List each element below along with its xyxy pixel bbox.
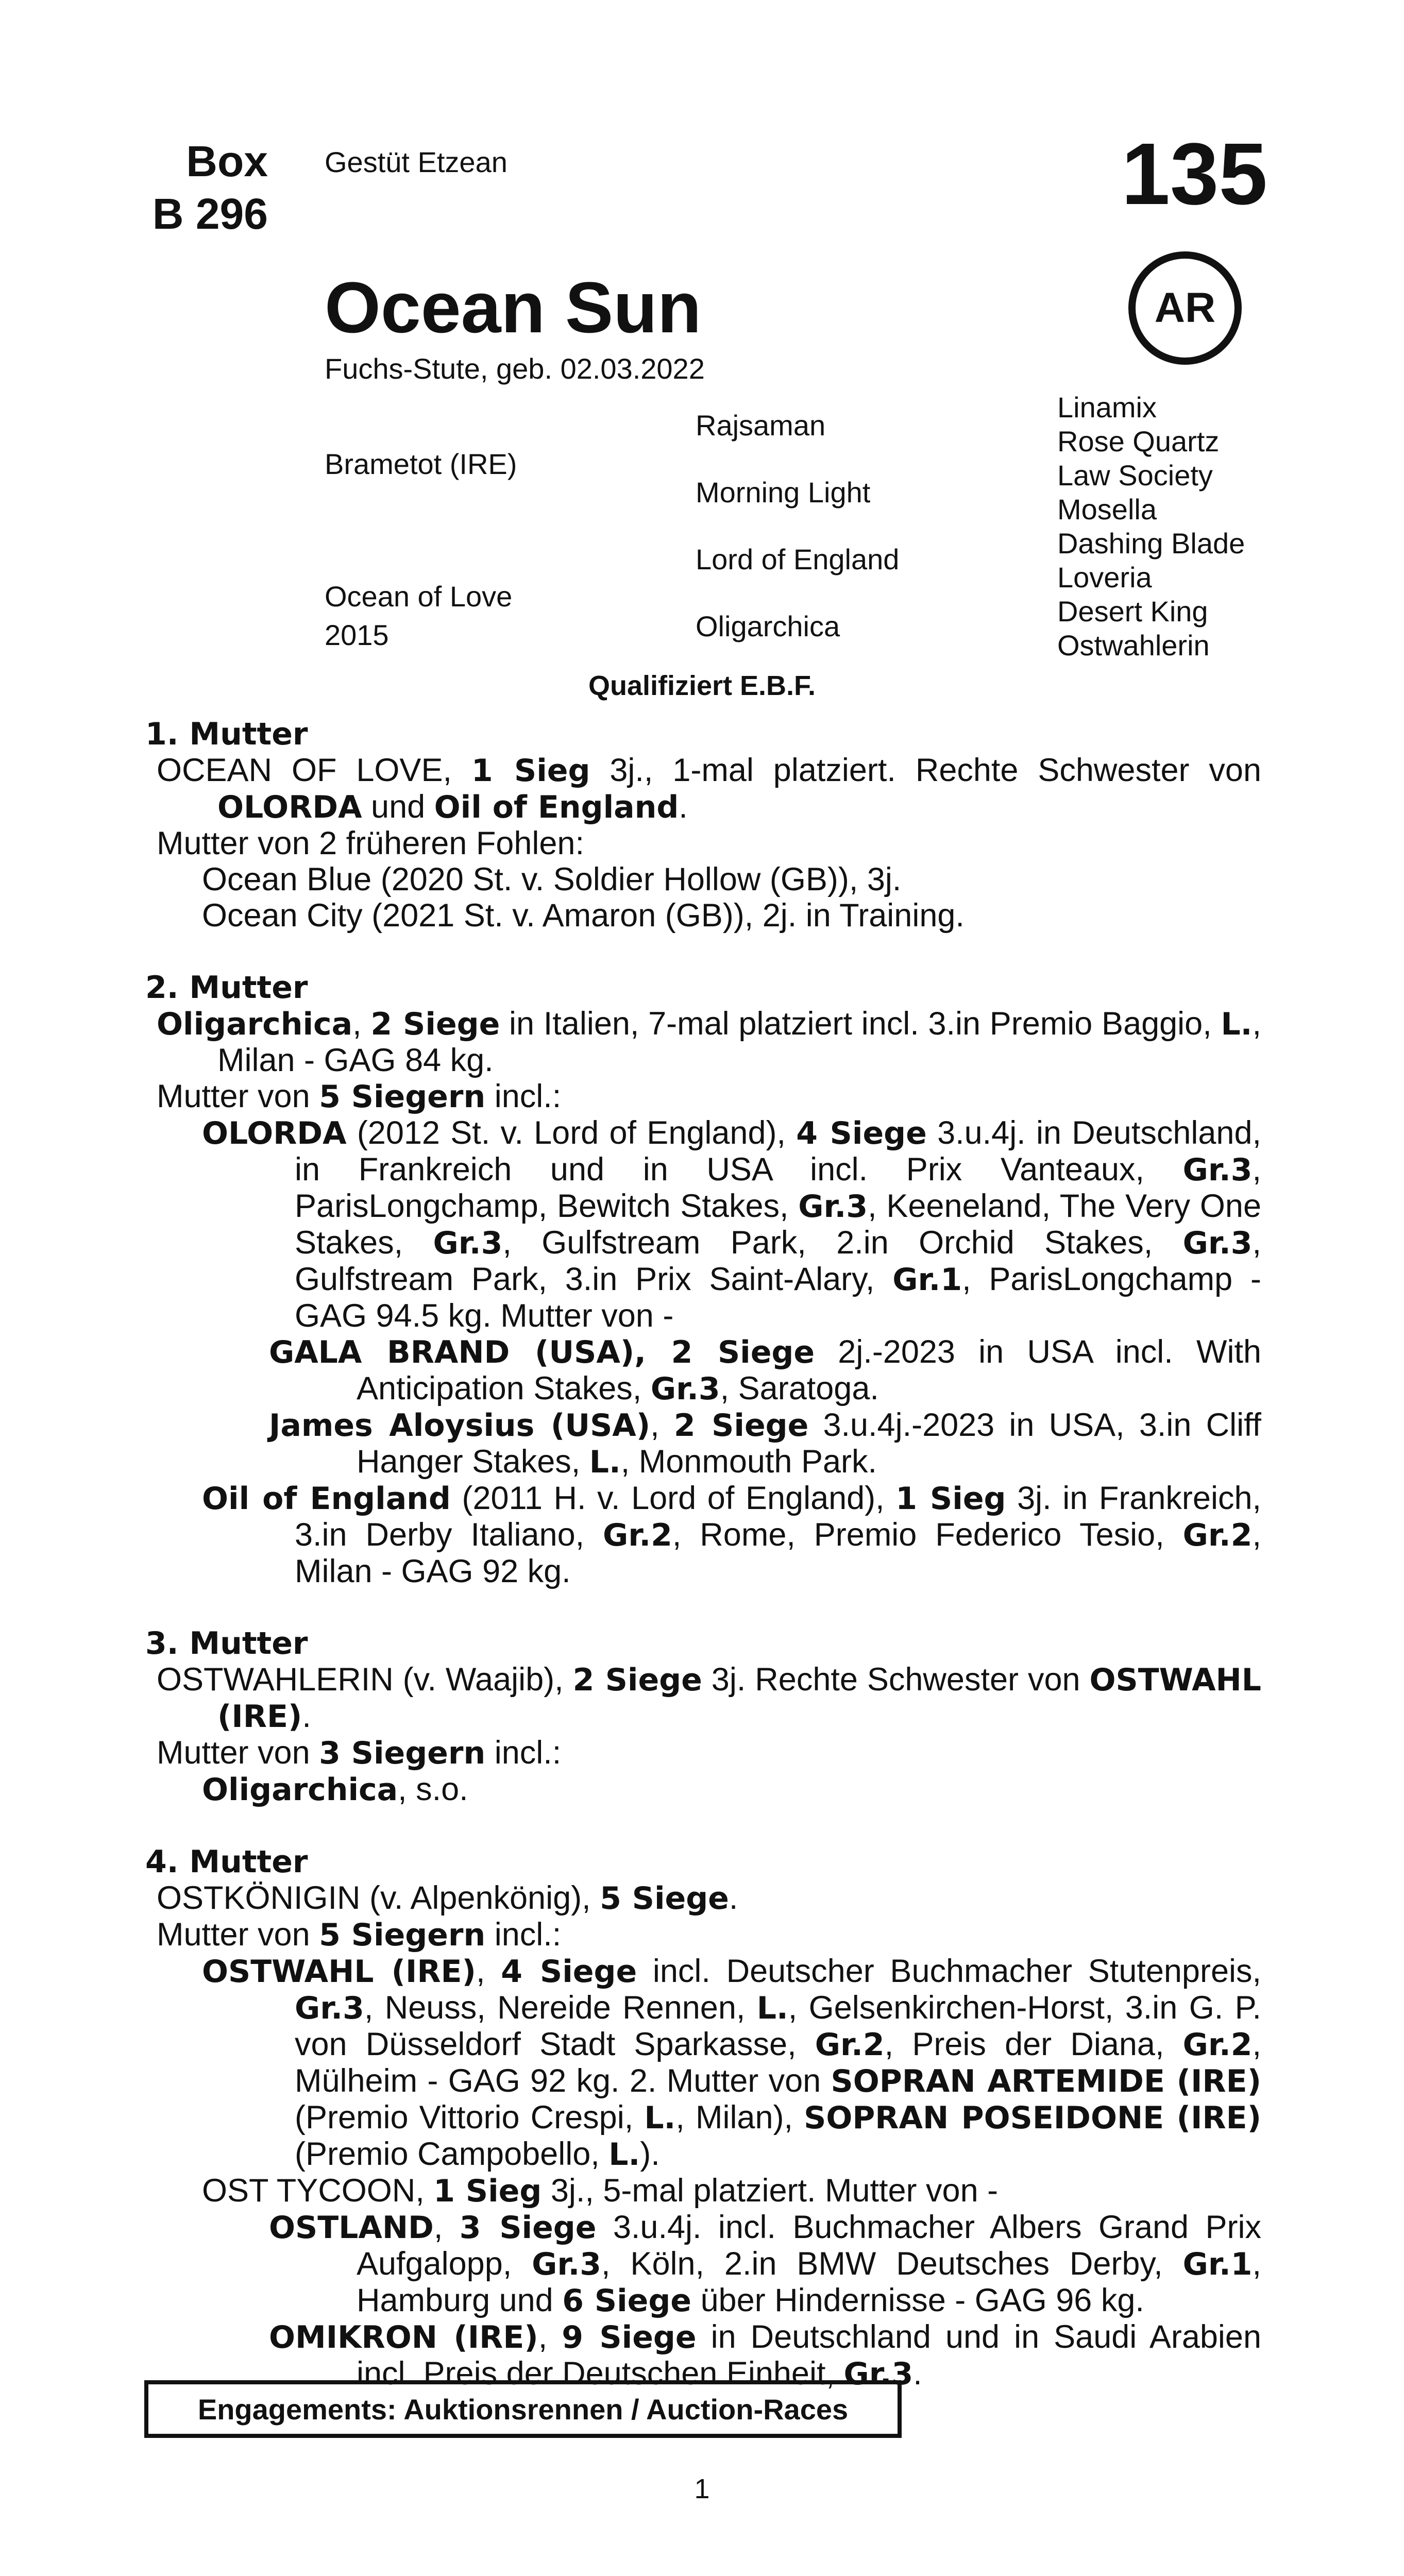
engagements-label: Engagements: Auktionsrennen / Auction-Races bbox=[197, 2393, 849, 2426]
produce-item: Oligarchica, s.o. bbox=[202, 1771, 468, 1808]
pedigree-great-grandparent: Mosella bbox=[1057, 493, 1157, 526]
ar-badge bbox=[1128, 251, 1242, 365]
pedigree-great-grandparent: Law Society bbox=[1057, 459, 1213, 492]
pedigree-great-grandparent: Ostwahlerin bbox=[1057, 629, 1210, 662]
pedigree-sire: Brametot (IRE) bbox=[325, 448, 517, 480]
section-fourth-dam bbox=[145, 1844, 1261, 2392]
section-third-dam bbox=[145, 1625, 1261, 1808]
family-details bbox=[145, 716, 1261, 2392]
produce-intro: Mutter von 2 früheren Fohlen: bbox=[157, 825, 584, 861]
produce-item: OST TYCOON, 1 Sieg 3j., 5-mal platziert. Mutter von - bbox=[202, 2173, 999, 2209]
produce-item: OSTWAHL (IRE), 4 Siege incl. Deutscher Buchmacher Stutenpreis, Gr.3, Neuss, Nereide Rennen, L., Gelsenkirchen-Horst, 3.in G. P. von Düsseldorf Stadt Sparkasse, Gr.2, Preis der Diana, Gr.2, Mülheim - GAG 92 kg. 2. Mutter von SOPRAN ARTEMIDE (IRE) (Premio Vittorio Crespi, L., Milan), SOPRAN POSEIDONE (IRE) (Premio Campobello, L.). bbox=[202, 1953, 1262, 2173]
pedigree-great-grandparent: Dashing Blade bbox=[1057, 527, 1245, 560]
produce-intro: Mutter von 5 Siegern incl.: bbox=[157, 1917, 562, 1953]
produce-item: James Aloysius (USA), 2 Siege 3.u.4j.-2023 in USA, 3.in Cliff Hanger Stakes, L., Monmouth Park. bbox=[269, 1407, 1261, 1480]
section-heading: 1. Mutter bbox=[145, 716, 308, 752]
qualification-note: Qualifiziert E.B.F. bbox=[588, 670, 816, 701]
produce-item: OMIKRON (IRE), 9 Siege in Deutschland und in Saudi Arabien incl. Preis der Deutschen Einheit, Gr.3. bbox=[269, 2319, 1261, 2392]
engagements-box bbox=[144, 2380, 902, 2438]
stud-name: Gestüt Etzean bbox=[325, 146, 508, 178]
section-second-dam bbox=[145, 970, 1261, 1589]
pedigree-grandparent: Rajsaman bbox=[696, 409, 826, 442]
pedigree-dam: Ocean of Love bbox=[325, 580, 513, 613]
box-label: Box bbox=[186, 137, 268, 185]
dam-entry: OCEAN OF LOVE, 1 Sieg 3j., 1-mal platziert. Rechte Schwester von OLORDA und Oil of England. bbox=[157, 752, 1261, 825]
dam-entry: OSTKÖNIGIN (v. Alpenkönig), 5 Siege. bbox=[157, 1880, 738, 1917]
pedigree-great-grandparent: Linamix bbox=[1057, 391, 1157, 423]
horse-description: Fuchs-Stute, geb. 02.03.2022 bbox=[325, 352, 705, 385]
pedigree-grandparent: Oligarchica bbox=[696, 610, 840, 642]
produce-item: Ocean Blue (2020 St. v. Soldier Hollow (GB)), 3j. bbox=[202, 861, 902, 897]
pedigree-dam-year: 2015 bbox=[325, 619, 389, 651]
pedigree-great-grandparent: Desert King bbox=[1057, 595, 1208, 628]
section-heading: 2. Mutter bbox=[145, 970, 308, 1006]
horse-name: Ocean Sun bbox=[325, 267, 702, 348]
produce-item: OSTLAND, 3 Siege 3.u.4j. incl. Buchmacher Albers Grand Prix Aufgalopp, Gr.3, Köln, 2.in BMW Deutsches Derby, Gr.1, Hamburg und 6 Siege über Hindernisse - GAG 96 kg. bbox=[269, 2209, 1261, 2319]
produce-intro: Mutter von 3 Siegern incl.: bbox=[157, 1735, 562, 1771]
page-number: 1 bbox=[694, 2473, 710, 2504]
pedigree-grandparent: Lord of England bbox=[696, 543, 900, 575]
produce-item: OLORDA (2012 St. v. Lord of England), 4 Siege 3.u.4j. in Deutschland, in Frankreich und in USA incl. Prix Vanteaux, Gr.3, ParisLongchamp, Bewitch Stakes, Gr.3, Keeneland, The Very One Stakes, Gr.3, Gulfstream Park, 2.in Orchid Stakes, Gr.3, Gulfstream Park, 3.in Prix Saint-Alary, Gr.1, ParisLongchamp - GAG 94.5 kg. Mutter von - bbox=[202, 1115, 1261, 1334]
section-first-dam bbox=[145, 716, 1261, 934]
section-heading: 4. Mutter bbox=[145, 1844, 308, 1880]
section-heading: 3. Mutter bbox=[145, 1625, 308, 1662]
produce-intro: Mutter von 5 Siegern incl.: bbox=[157, 1078, 562, 1115]
pedigree-great-grandparent: Rose Quartz bbox=[1057, 425, 1220, 457]
ar-badge-label: AR bbox=[1154, 284, 1216, 331]
produce-item: Oil of England (2011 H. v. Lord of England), 1 Sieg 3j. in Frankreich, 3.in Derby Italiano, Gr.2, Rome, Premio Federico Tesio, Gr.2, Milan - GAG 92 kg. bbox=[202, 1480, 1261, 1589]
lot-number: 135 bbox=[1121, 125, 1267, 223]
produce-item: GALA BRAND (USA), 2 Siege 2j.-2023 in USA incl. With Anticipation Stakes, Gr.3, Saratoga. bbox=[269, 1334, 1261, 1407]
box-label-block bbox=[129, 135, 268, 240]
pedigree-grandparent: Morning Light bbox=[696, 476, 871, 509]
pedigree-great-grandparents bbox=[1057, 391, 1245, 663]
dam-entry: OSTWAHLERIN (v. Waajib), 2 Siege 3j. Rechte Schwester von OSTWAHL (IRE). bbox=[157, 1662, 1261, 1735]
box-number: B 296 bbox=[152, 190, 268, 238]
dam-entry: Oligarchica, 2 Siege in Italien, 7-mal platziert incl. 3.in Premio Baggio, L., Milan - GAG 84 kg. bbox=[157, 1006, 1261, 1078]
produce-item: Ocean City (2021 St. v. Amaron (GB)), 2j. in Training. bbox=[202, 897, 965, 934]
pedigree-great-grandparent: Loveria bbox=[1057, 561, 1152, 594]
